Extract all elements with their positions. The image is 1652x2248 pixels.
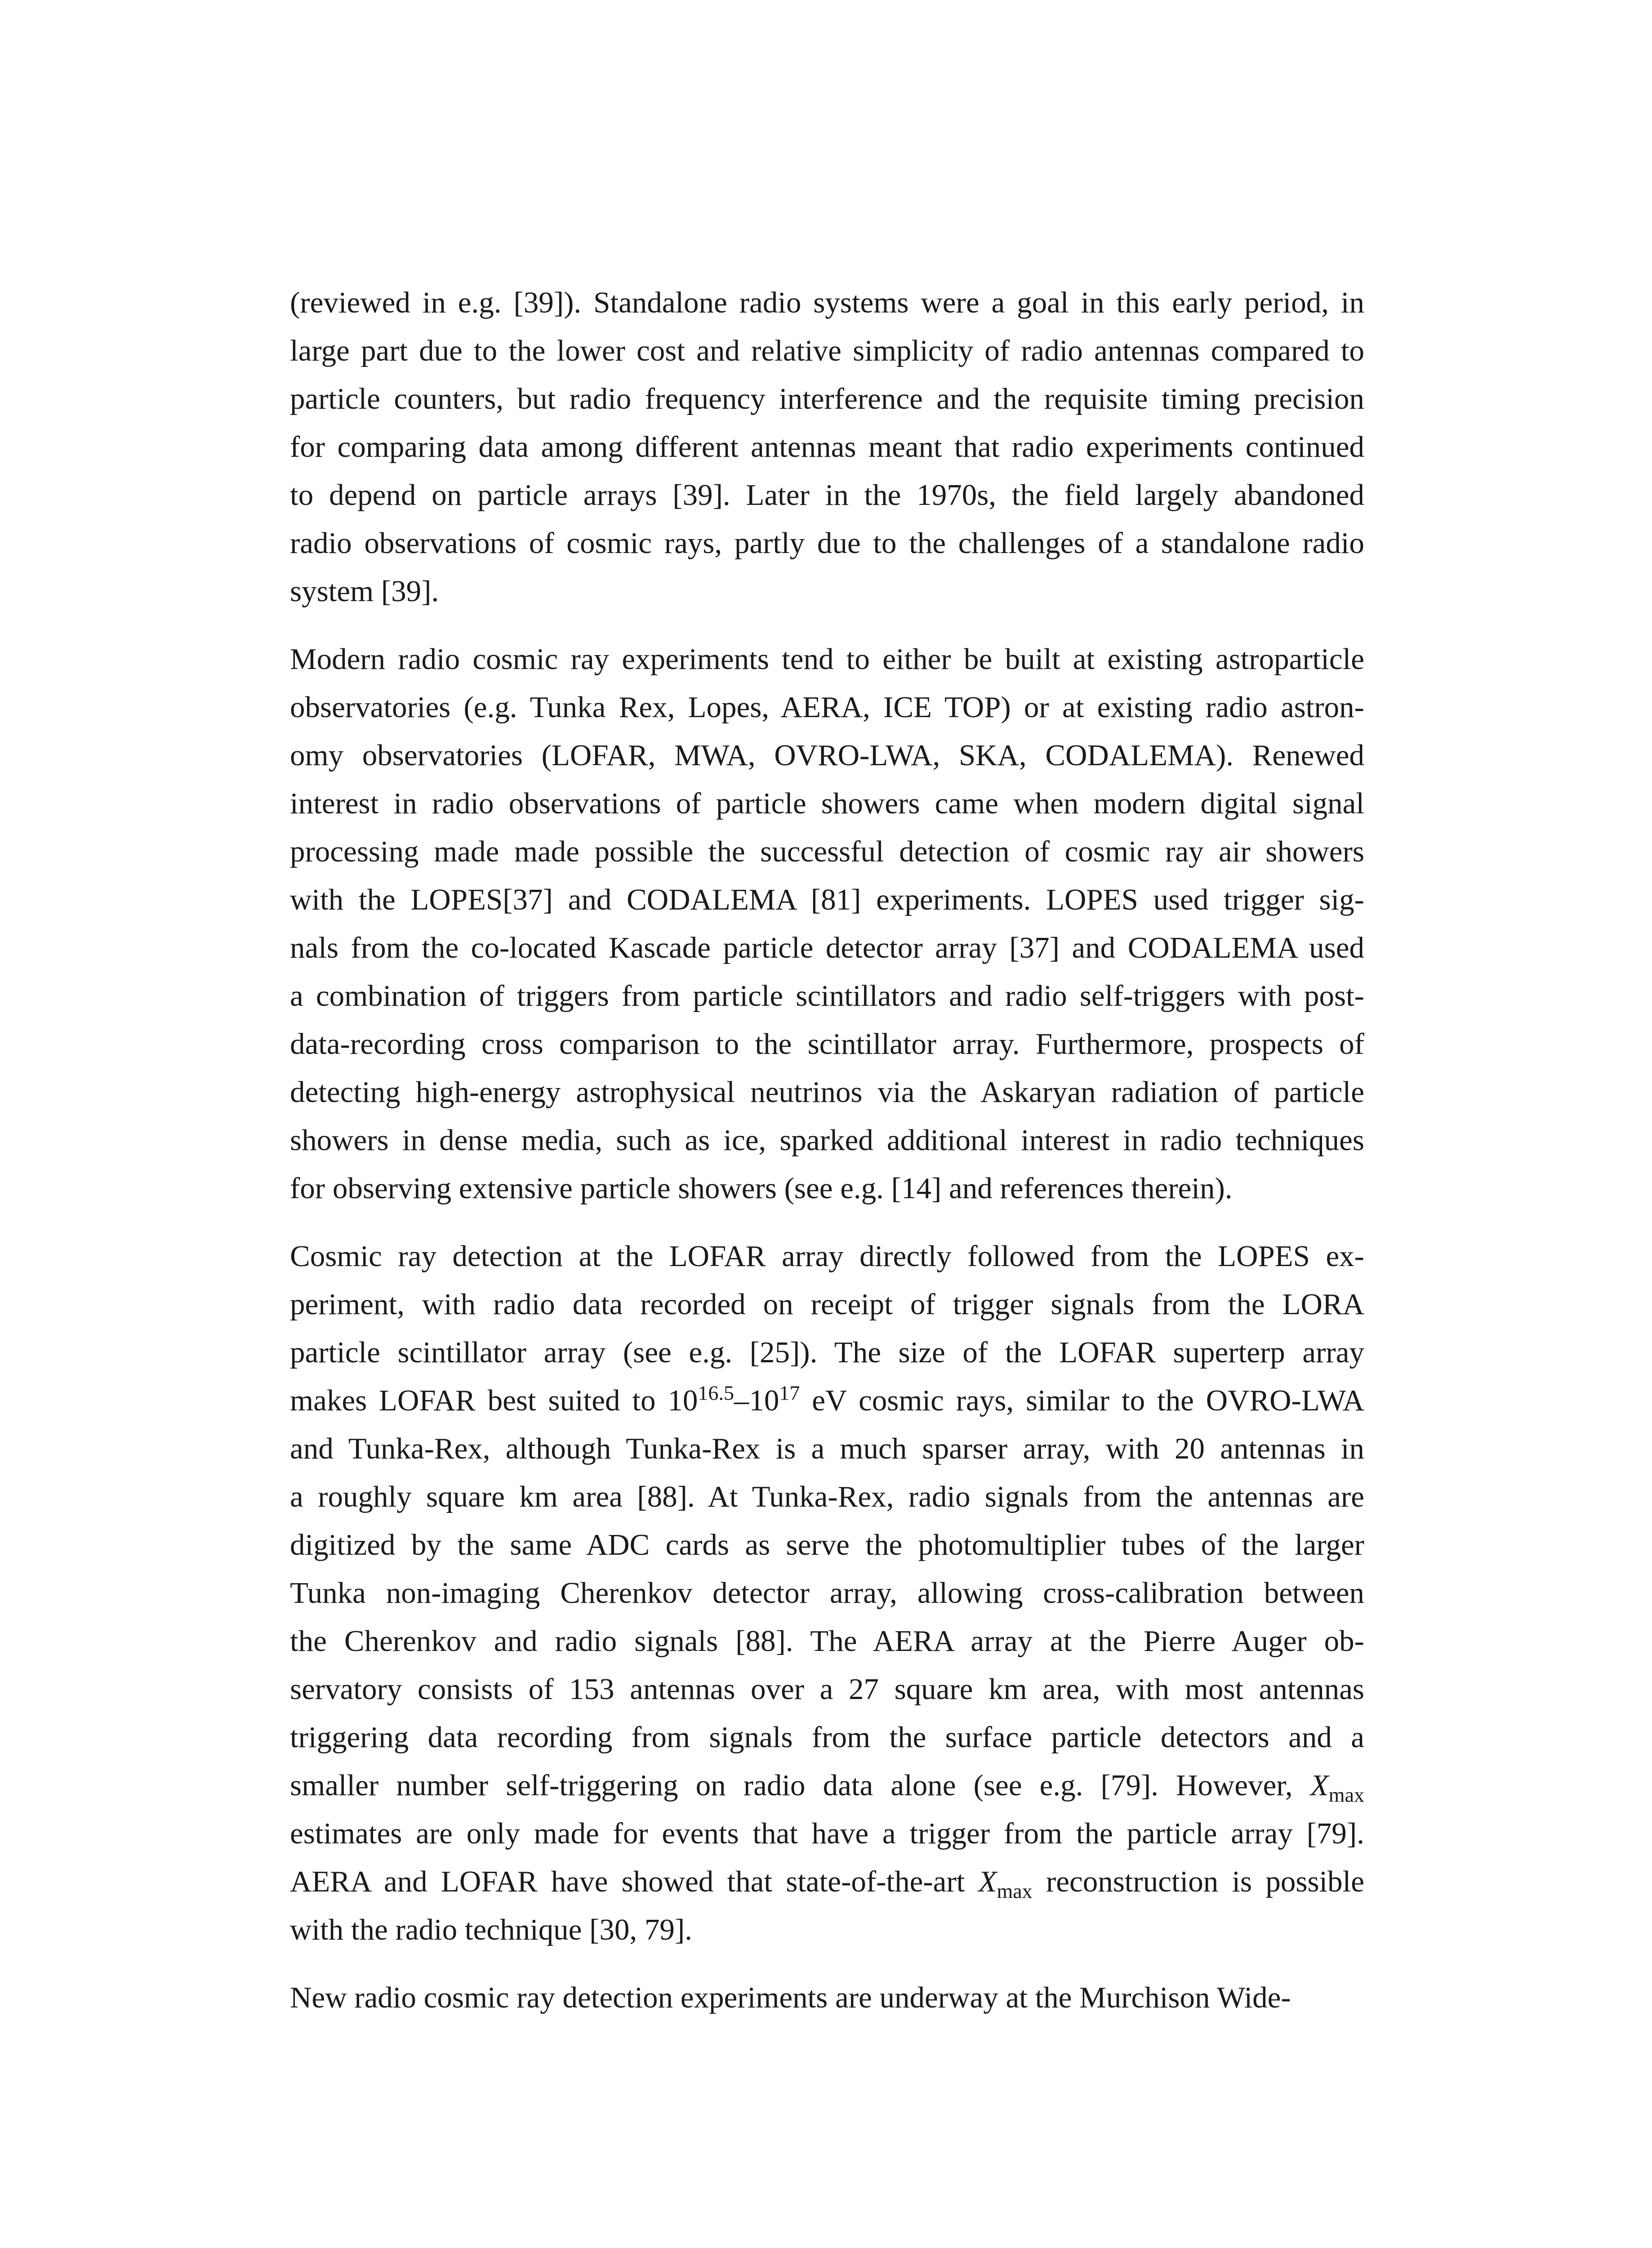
paragraph-3 <box>290 1232 1364 1954</box>
xmax-line <box>290 1762 1364 1810</box>
text-line: and Tunka-Rex, although Tunka-Rex is a much sparser array, with 20 antennas in <box>290 1432 1364 1465</box>
text-line: a roughly square km area [88]. At Tunka-Rex, radio signals from the antennas are <box>290 1480 1364 1513</box>
energy-text-before: makes LOFAR best suited to 10 <box>290 1384 698 1417</box>
text-line: for observing extensive particle showers (see e.g. [14] and references therein). <box>290 1172 1233 1205</box>
xmax-subscript: max <box>997 1879 1033 1903</box>
energy-exponent-high: 17 <box>779 1381 800 1405</box>
text-line: servatory consists of 153 antennas over a 27 square km area, with most antennas <box>290 1673 1364 1706</box>
energy-dash: –10 <box>734 1384 779 1417</box>
paragraph-gap <box>290 1213 1364 1232</box>
text-line: New radio cosmic ray detection experiments are underway at the Murchison Wide- <box>290 1981 1291 2014</box>
paragraph-gap <box>290 616 1364 635</box>
text-line: (reviewed in e.g. [39]). Standalone radio systems were a goal in this early period, in <box>290 286 1364 319</box>
text-line: radio observations of cosmic rays, partly due to the challenges of a standalone radio <box>290 526 1364 560</box>
text-line: digitized by the same ADC cards as serve the photomultiplier tubes of the larger <box>290 1528 1364 1561</box>
text-line: triggering data recording from signals from the surface particle detectors and a <box>290 1721 1364 1754</box>
text-line: large part due to the lower cost and relative simplicity of radio antennas compared to <box>290 334 1364 367</box>
paragraph-4 <box>290 1974 1364 2022</box>
xmax-text-after: reconstruction is possible <box>1032 1865 1364 1898</box>
xmax-text-before: smaller number self-triggering on radio data alone (see e.g. [79]. However, <box>290 1769 1310 1802</box>
text-line: processing made made possible the successful detection of cosmic ray air showers <box>290 835 1364 868</box>
text-line: nals from the co-located Kascade particle detector array [37] and CODALEMA used <box>290 931 1364 964</box>
energy-text-after: eV cosmic rays, similar to the OVRO-LWA <box>800 1384 1364 1417</box>
text-line: Modern radio cosmic ray experiments tend to either be built at existing astroparticle <box>290 642 1364 676</box>
text-line: with the LOPES[37] and CODALEMA [81] experiments. LOPES used trigger sig- <box>290 883 1364 916</box>
xmax-line <box>290 1858 1364 1906</box>
energy-range-line <box>290 1377 1364 1425</box>
body-text <box>290 279 1364 2022</box>
energy-exponent-low: 16.5 <box>698 1381 734 1405</box>
text-line: particle counters, but radio frequency interference and the requisite timing precision <box>290 382 1364 415</box>
text-line: the Cherenkov and radio signals [88]. The AERA array at the Pierre Auger ob- <box>290 1624 1364 1658</box>
xmax-subscript: max <box>1328 1783 1364 1806</box>
text-line: estimates are only made for events that have a trigger from the particle array [79]. <box>290 1817 1364 1850</box>
text-line: data-recording cross comparison to the scintillator array. Furthermore, prospects of <box>290 1027 1364 1061</box>
text-line: system [39]. <box>290 575 439 608</box>
xmax-symbol: X <box>978 1865 997 1898</box>
xmax-symbol: X <box>1310 1769 1329 1802</box>
paragraph-gap <box>290 1954 1364 1974</box>
text-line: detecting high-energy astrophysical neutrinos via the Askaryan radiation of particle <box>290 1075 1364 1109</box>
paragraph-2 <box>290 635 1364 1213</box>
text-line: Tunka non-imaging Cherenkov detector array, allowing cross-calibration between <box>290 1576 1364 1610</box>
text-line: Cosmic ray detection at the LOFAR array directly followed from the LOPES ex- <box>290 1240 1364 1273</box>
text-line: with the radio technique [30, 79]. <box>290 1913 692 1946</box>
paragraph-1 <box>290 279 1364 616</box>
text-line: for comparing data among different antennas meant that radio experiments continued <box>290 430 1364 464</box>
text-line: omy observatories (LOFAR, MWA, OVRO-LWA, SKA, CODALEMA). Renewed <box>290 739 1364 772</box>
xmax-text-before: AERA and LOFAR have showed that state-of-the-art <box>290 1865 979 1898</box>
text-line: observatories (e.g. Tunka Rex, Lopes, AERA, ICE TOP) or at existing radio astron- <box>290 691 1364 724</box>
text-line: interest in radio observations of particle showers came when modern digital signal <box>290 787 1364 820</box>
text-line: periment, with radio data recorded on receipt of trigger signals from the LORA <box>290 1288 1364 1321</box>
text-line: showers in dense media, such as ice, sparked additional interest in radio techniques <box>290 1124 1364 1157</box>
text-line: to depend on particle arrays [39]. Later in the 1970s, the field largely abandoned <box>290 478 1364 512</box>
text-line: particle scintillator array (see e.g. [25]). The size of the LOFAR superterp array <box>290 1336 1364 1369</box>
text-line: a combination of triggers from particle scintillators and radio self-triggers with post- <box>290 979 1364 1012</box>
